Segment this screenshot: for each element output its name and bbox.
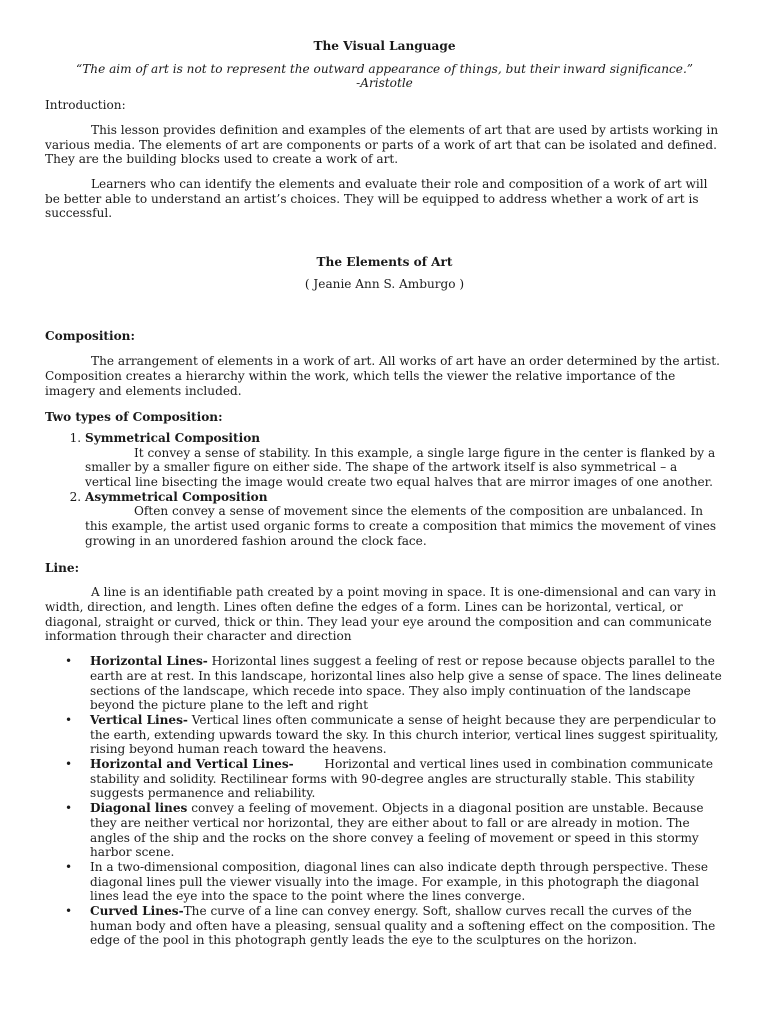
list-item bbox=[85, 490, 724, 549]
intro-paragraph-2: Learners who can identify the elements and evaluate their role and composition of a work of art will be better able to understand an artist’s choices. They will be equipped to address whether a work of art is successful. bbox=[45, 176, 708, 221]
list-item bbox=[85, 431, 724, 490]
document-title: The Visual Language bbox=[313, 39, 456, 53]
bullet-text: convey a feeling of movement. Objects in a diagonal position are unstable. Because they are neither vertical nor horizontal, they are either about to fall or are already in motion. The angles of the ship and the rocks on the shore convey a feeling of movement or speed in this stormy harbor scene. bbox=[90, 801, 704, 860]
composition-types-list bbox=[45, 431, 724, 549]
bullet-term: Diagonal lines bbox=[90, 801, 188, 816]
list-item bbox=[65, 801, 724, 860]
list-item bbox=[65, 859, 724, 904]
bullet-text: Horizontal and vertical lines used in combination communicate stability and solidity. Rectilinear forms with 90-degree angles are structurally stable. This stability suggests permanence and reliability. bbox=[90, 757, 717, 801]
bullet-term: Horizontal Lines- bbox=[90, 654, 208, 669]
bullet-icon: • bbox=[65, 859, 73, 874]
list-item bbox=[65, 712, 724, 757]
line-types-list bbox=[45, 654, 724, 948]
bullet-icon: • bbox=[65, 757, 73, 772]
bullet-text: Vertical lines often communicate a sense of height because they are perpendicular to the earth, extending upwards toward the sky. In this church interior, vertical lines suggest spirituality, rising beyond human reach toward the heavens. bbox=[90, 712, 719, 757]
bullet-text: Horizontal lines suggest a feeling of rest or repose because objects parallel to the earth are at rest. In this landscape, horizontal lines also help give a sense of space. The lines delineate sections of the landscape, which recede into space. They also imply continuation of the landscape beyond the picture plane to the left and right bbox=[90, 654, 722, 713]
line-text: A line is an identifiable path created by a point moving in space. It is one-dimensional and can vary in width, direction, and length. Lines often define the edges of a form. Lines can be horizontal, vertical, or diagonal, straight or curved, thick or thin. They lead your eye around the composition and can communicate information through their character and direction bbox=[45, 585, 717, 644]
two-types-heading: Two types of Composition: bbox=[45, 410, 223, 425]
bullet-term: Vertical Lines- bbox=[90, 712, 188, 727]
elements-title: The Elements of Art bbox=[316, 255, 453, 270]
bullet-text: In a two-dimensional composition, diagonal lines can also indicate depth through perspective. These diagonal lines pull the viewer visually into the image. For example, in this photograph the diagonal lines lead the eye into the space to the point where the lines converge. bbox=[90, 859, 709, 904]
intro-paragraph-1: This lesson provides definition and examples of the elements of art that are used by artists working in various media. The elements of art are components or parts of a work of art that can be isolated and defined. They are the building blocks used to create a work of art. bbox=[45, 122, 719, 167]
composition-text: The arrangement of elements in a work of art. All works of art have an order determined by the artist. Composition creates a hierarchy within the work, which tells the viewer the relative importance of the imagery and elements included. bbox=[45, 354, 720, 398]
list-item bbox=[65, 654, 724, 713]
bullet-icon: • bbox=[65, 712, 73, 727]
line-heading: Line: bbox=[45, 560, 80, 575]
asymmetrical-text: Often convey a sense of movement since the elements of the composition are unbalanced. In this example, the artist used organic forms to create a composition that mimics the movement of vines growing in an unordered fashion around the clock face. bbox=[85, 504, 717, 548]
epigraph-author: -Aristotle bbox=[356, 76, 413, 91]
symmetrical-title: Symmetrical Composition bbox=[85, 430, 261, 445]
introduction-label: Introduction: bbox=[45, 98, 126, 113]
bullet-icon: • bbox=[65, 904, 73, 919]
bullet-icon: • bbox=[65, 654, 73, 669]
list-item bbox=[65, 757, 724, 801]
bullet-term: Horizontal and Vertical Lines- bbox=[90, 757, 294, 772]
bullet-term: Curved Lines- bbox=[90, 904, 184, 919]
epigraph-quote: “The aim of art is not to represent the outward appearance of things, but their inward significance.” bbox=[76, 61, 693, 76]
symmetrical-text: It convey a sense of stability. In this example, a single large figure in the center is flanked by a smaller by a smaller figure on either side. The shape of the artwork itself is also symmetrical – a vertical line bisecting the image would create two equal halves that are mirror images of one another. bbox=[85, 445, 716, 490]
bullet-text: The curve of a line can convey energy. Soft, shallow curves recall the curves of the human body and often have a pleasing, sensual quality and a softening effect on the composition. The edge of the pool in this photograph gently leads the eye to the sculptures on the horizon. bbox=[90, 904, 716, 948]
list-item bbox=[65, 904, 724, 948]
elements-author: ( Jeanie Ann S. Amburgo ) bbox=[304, 276, 465, 291]
bullet-icon: • bbox=[65, 801, 73, 816]
composition-heading: Composition: bbox=[45, 329, 135, 344]
asymmetrical-title: Asymmetrical Composition bbox=[85, 489, 268, 504]
